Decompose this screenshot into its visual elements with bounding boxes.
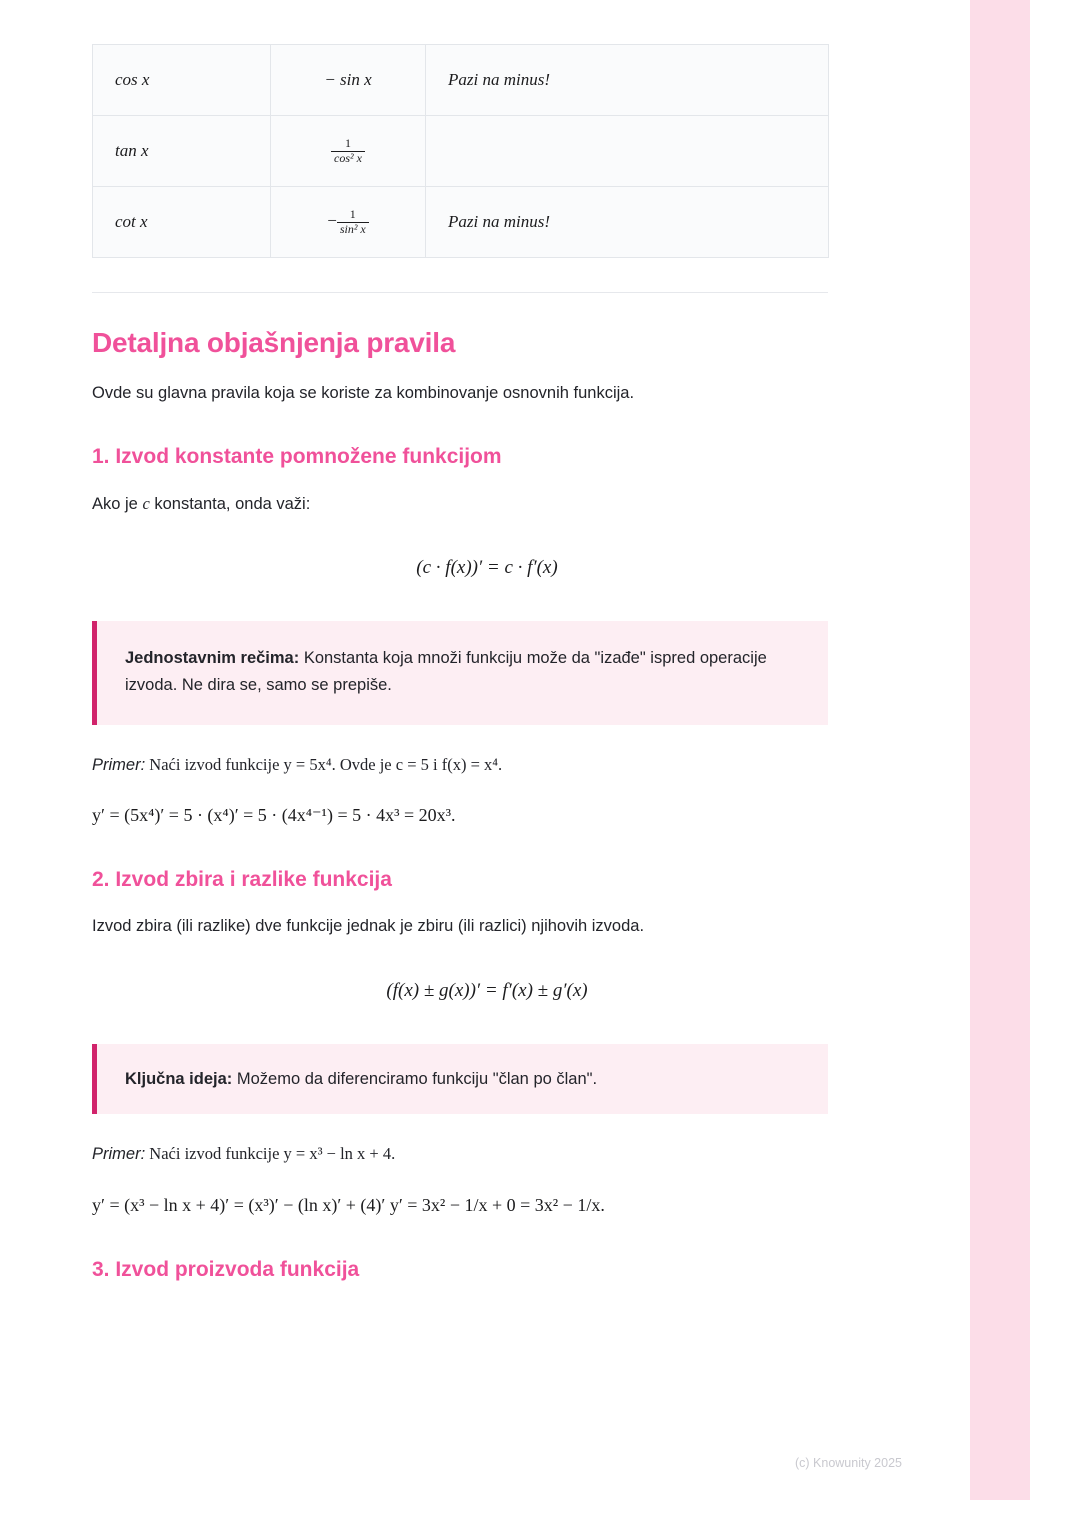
table-cell-function bbox=[93, 187, 271, 258]
rule-1-callout bbox=[92, 621, 828, 724]
rule-2-example-label: Primer: bbox=[92, 1145, 146, 1164]
section-divider bbox=[92, 292, 828, 293]
rule-2-formula-text: (f(x) ± g(x))′ = f′(x) ± g′(x) bbox=[386, 979, 588, 1001]
rule-1-intro bbox=[92, 491, 882, 518]
rule-1-example-text: Naći izvod funkcije y = 5x⁴. Ovde je c = 5 i f(x) = x⁴. bbox=[145, 754, 503, 774]
rule-3-title: 3. Izvod proizvoda funkcija bbox=[92, 1257, 360, 1281]
rule-2-title: 2. Izvod zbira i razlike funkcija bbox=[92, 868, 392, 892]
page-title: Detaljna objašnjenja pravila bbox=[92, 327, 456, 358]
rule-2-callout-text: Možemo da diferenciramo funkciju "član po član". bbox=[232, 1069, 598, 1088]
function-name: cot x bbox=[115, 212, 148, 231]
document-page bbox=[50, 0, 1030, 1500]
rule-2-callout bbox=[92, 1044, 828, 1115]
table-cell-derivative bbox=[271, 116, 426, 187]
table-row bbox=[93, 116, 829, 187]
rule-1-intro-prefix: Ako je bbox=[92, 494, 143, 513]
note-text: Pazi na minus! bbox=[448, 70, 550, 89]
rule-2-callout-label: Ključna ideja: bbox=[125, 1069, 233, 1088]
note-text: Pazi na minus! bbox=[448, 212, 550, 231]
rule-1-intro-suffix: konstanta, onda važi: bbox=[149, 494, 311, 513]
rule-1-formula-text: (c · f(x))′ = c · f′(x) bbox=[416, 557, 558, 579]
copyright-notice: (c) Knowunity 2025 bbox=[794, 1456, 902, 1470]
table-cell-note bbox=[426, 45, 829, 116]
minus-sign: − bbox=[327, 210, 337, 230]
table-cell-function bbox=[93, 45, 271, 116]
table-cell-note bbox=[426, 116, 829, 187]
rule-1-callout-label: Jednostavnim rečima: bbox=[125, 649, 300, 668]
page-side-strip bbox=[970, 0, 1030, 1500]
document-content bbox=[92, 0, 882, 1282]
table-row bbox=[93, 45, 829, 116]
fraction bbox=[337, 208, 369, 237]
fraction-denominator: cos² x bbox=[331, 151, 365, 166]
rule-2-intro: Izvod zbira (ili razlike) dve funkcije jednak je zbiru (ili razlici) njihovih izvoda. bbox=[92, 917, 645, 936]
table-cell-function bbox=[93, 116, 271, 187]
rule-1-title: 1. Izvod konstante pomnožene funkcijom bbox=[92, 444, 502, 468]
fraction-numerator: 1 bbox=[349, 206, 356, 221]
page-content-area bbox=[50, 0, 970, 1500]
rule-2-example bbox=[92, 1142, 882, 1167]
rule-1-example bbox=[92, 753, 882, 778]
derivative-expression: − sin x bbox=[324, 70, 372, 89]
table-cell-note bbox=[426, 187, 829, 258]
function-name: cos x bbox=[115, 70, 150, 89]
fraction bbox=[331, 137, 365, 166]
section-lead-text: Ovde su glavna pravila koja se koriste za kombinovanje osnovnih funkcija. bbox=[92, 384, 635, 402]
fraction-denominator: sin² x bbox=[337, 222, 369, 237]
rule-2-formula bbox=[92, 980, 882, 1002]
rule-1-example-label: Primer: bbox=[92, 755, 146, 774]
rule-1-worked-solution: y′ = (5x⁴)′ = 5 · (x⁴)′ = 5 · (4x⁴⁻¹) = 5 · 4x³ = 20x³. bbox=[92, 805, 456, 826]
rule-1-callout-text: Konstanta koja množi funkciju može da "izađe" ispred operacije izvoda. Ne dira se, samo se prepiše. bbox=[125, 649, 767, 694]
rule-2-worked-solution: y′ = (x³ − ln x + 4)′ = (x³)′ − (ln x)′ + (4)′ y′ = 3x² − 1/x + 0 = 3x² − 1/x. bbox=[92, 1195, 605, 1216]
table-cell-derivative bbox=[271, 187, 426, 258]
fraction-numerator: 1 bbox=[344, 135, 351, 150]
rule-1-intro-variable: c bbox=[142, 493, 150, 513]
derivatives-table bbox=[92, 44, 829, 258]
table-row bbox=[93, 187, 829, 258]
table-cell-derivative bbox=[271, 45, 426, 116]
function-name: tan x bbox=[115, 141, 149, 160]
rule-1-formula bbox=[92, 557, 882, 579]
rule-2-example-text: Naći izvod funkcije y = x³ − ln x + 4. bbox=[145, 1144, 396, 1164]
